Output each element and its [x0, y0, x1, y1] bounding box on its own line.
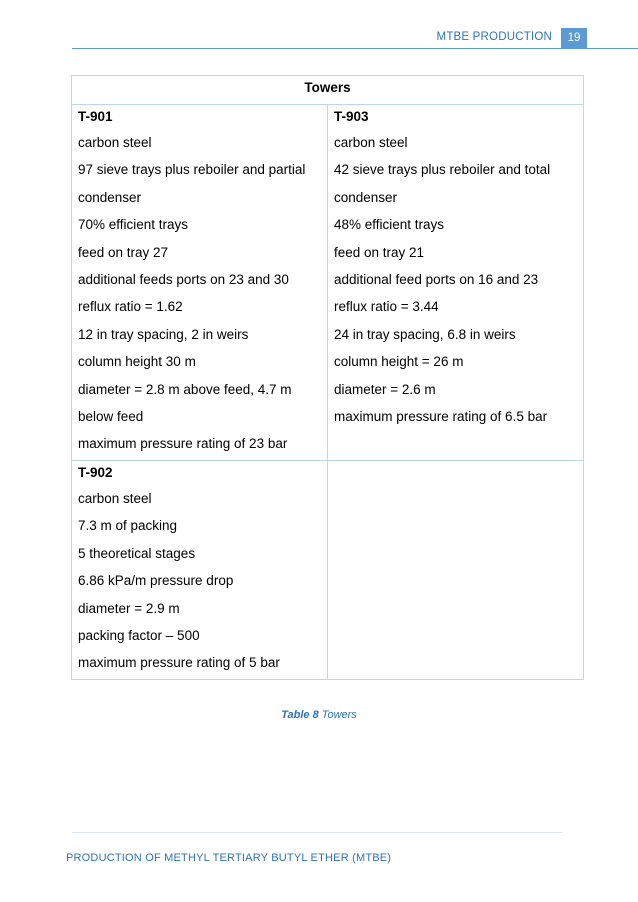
table-row — [72, 105, 584, 461]
table-title-row — [72, 76, 584, 105]
t902-line: packing factor – 500 — [78, 627, 200, 643]
t903-line: feed on tray 21 — [334, 244, 425, 260]
t901-line: 97 sieve trays plus reboiler and partial — [78, 162, 306, 178]
running-header — [0, 28, 638, 50]
t903-line: carbon steel — [334, 135, 408, 150]
t901-line: carbon steel — [78, 135, 152, 150]
t901-line: 12 in tray spacing, 2 in weirs — [78, 326, 249, 342]
t903-line: maximum pressure rating of 6.5 bar — [334, 409, 548, 425]
t901-line: column height 30 m — [78, 354, 196, 370]
page-number-badge: 19 — [561, 28, 587, 48]
caption-text: Towers — [318, 709, 357, 721]
t903-cell — [328, 105, 584, 461]
t901-line: below feed — [78, 409, 144, 425]
t902-line: diameter = 2.9 m — [78, 600, 180, 616]
t901-line: reflux ratio = 1.62 — [78, 299, 183, 315]
t901-cell — [72, 105, 328, 461]
empty-cell — [328, 460, 584, 679]
t903-line: 42 sieve trays plus reboiler and total — [334, 162, 551, 178]
t902-cell — [72, 460, 328, 679]
footer-text: PRODUCTION OF METHYL TERTIARY BUTYL ETHER (MTBE) — [66, 852, 392, 864]
t902-line: 6.86 kPa/m pressure drop — [78, 573, 234, 589]
t902-line: carbon steel — [78, 490, 152, 506]
t901-line: condenser — [78, 189, 142, 205]
t903-line: reflux ratio = 3.44 — [334, 299, 439, 315]
table-caption — [0, 709, 638, 721]
header-rule — [72, 48, 638, 49]
t901-line: diameter = 2.8 m above feed, 4.7 m — [78, 381, 292, 397]
t902-line: 7.3 m of packing — [78, 518, 178, 534]
t901-heading: T-901 — [78, 109, 113, 124]
t903-line: column height = 26 m — [334, 354, 464, 370]
t903-line: 24 in tray spacing, 6.8 in weirs — [334, 326, 516, 342]
table-row — [72, 460, 584, 679]
t901-line: additional feeds ports on 23 and 30 — [78, 272, 289, 288]
t903-heading: T-903 — [334, 109, 369, 124]
t903-line: additional feed ports on 16 and 23 — [334, 272, 539, 288]
t903-line: condenser — [334, 189, 398, 205]
table-title: Towers — [72, 76, 584, 105]
t901-line: maximum pressure rating of 23 bar — [78, 436, 288, 452]
t902-line: maximum pressure rating of 5 bar — [78, 655, 280, 671]
t903-line: 48% efficient trays — [334, 217, 445, 233]
t902-heading: T-902 — [78, 464, 113, 480]
t901-line: feed on tray 27 — [78, 244, 169, 260]
t902-line: 5 theoretical stages — [78, 545, 196, 561]
caption-label: Table 8 — [281, 709, 319, 721]
towers-table — [71, 75, 584, 680]
footer-rule — [72, 832, 562, 833]
header-title: MTBE PRODUCTION — [436, 31, 552, 43]
t901-line: 70% efficient trays — [78, 217, 189, 233]
t903-line: diameter = 2.6 m — [334, 381, 436, 397]
